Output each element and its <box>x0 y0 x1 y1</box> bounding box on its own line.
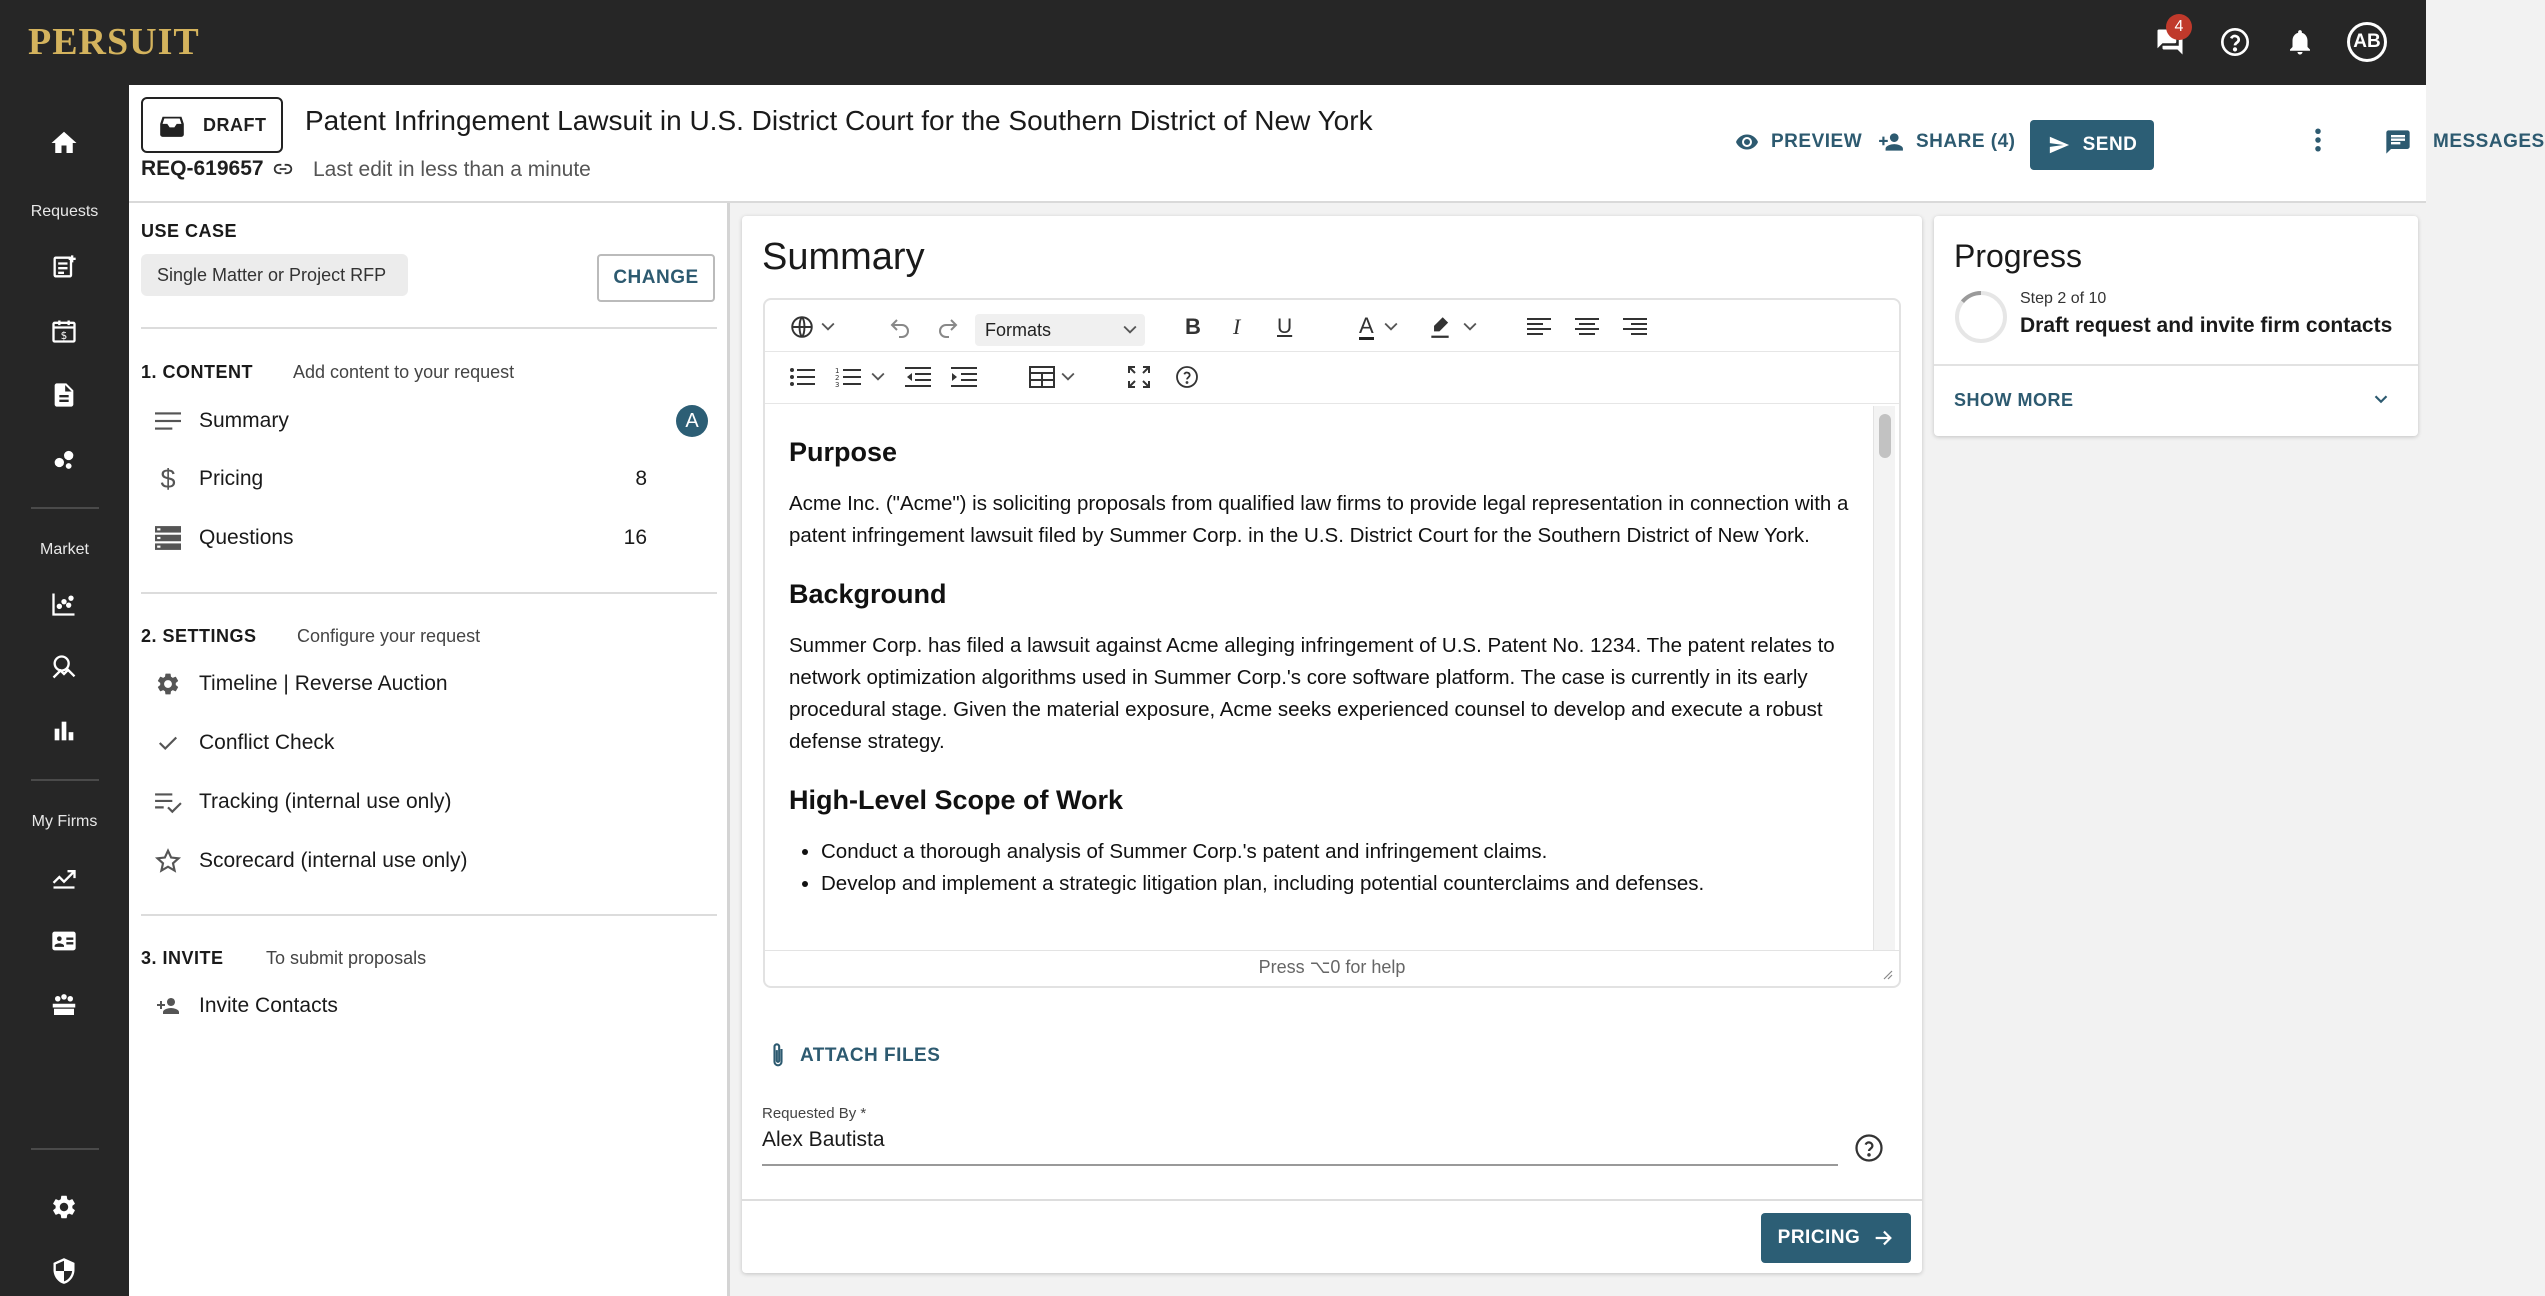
settings-item-tracking[interactable] <box>153 782 713 822</box>
star-icon <box>153 848 183 874</box>
settings-item-label: Tracking (internal use only) <box>199 790 452 813</box>
requested-by-label: Requested By * <box>762 1105 867 1122</box>
use-case-heading: USE CASE <box>141 221 238 241</box>
indent-icon[interactable] <box>951 362 977 392</box>
requested-by-help-icon[interactable] <box>1854 1133 1884 1168</box>
send-label: SEND <box>2082 134 2138 155</box>
progress-step-title: Draft request and invite firm contacts <box>2020 314 2393 337</box>
add-person-icon <box>1876 129 1906 155</box>
divider <box>141 327 717 329</box>
divider <box>141 592 717 594</box>
storage-icon <box>153 526 183 550</box>
settings-item-timeline[interactable] <box>153 664 713 704</box>
next-pricing-label: PRICING <box>1777 1227 1861 1248</box>
settings-gear-icon[interactable] <box>42 1185 86 1229</box>
align-left-icon[interactable] <box>1527 312 1551 342</box>
notification-count-badge: 4 <box>2166 14 2192 40</box>
content-item-summary[interactable] <box>153 401 713 441</box>
show-more-button[interactable]: SHOW MORE <box>1954 390 2074 410</box>
editor-status-bar <box>765 950 1899 986</box>
left-navigation <box>0 85 129 1296</box>
highlight-icon[interactable] <box>1427 312 1477 342</box>
resize-handle-icon[interactable] <box>1881 968 1893 980</box>
align-center-icon[interactable] <box>1575 312 1599 342</box>
settings-item-scorecard[interactable] <box>153 841 713 881</box>
table-icon[interactable] <box>1029 362 1075 392</box>
progress-card <box>1934 216 2418 436</box>
chevron-down-icon[interactable] <box>2370 388 2392 410</box>
more-options-icon[interactable] <box>2313 125 2333 155</box>
redo-icon[interactable] <box>935 312 961 342</box>
preview-button[interactable] <box>1733 127 1862 157</box>
invite-item-label: Invite Contacts <box>199 994 338 1017</box>
invite-item-contacts[interactable] <box>153 986 713 1026</box>
lines-icon <box>153 411 183 431</box>
new-request-icon[interactable] <box>42 245 86 289</box>
nav-market-label: Market <box>40 541 89 558</box>
editor-help-icon[interactable] <box>1175 362 1199 392</box>
performance-icon[interactable] <box>42 855 86 899</box>
change-button[interactable]: CHANGE <box>597 254 715 302</box>
message-icon <box>2383 128 2413 156</box>
home-icon[interactable] <box>42 121 86 165</box>
eye-icon <box>1733 130 1761 154</box>
align-right-icon[interactable] <box>1623 312 1647 342</box>
settings-item-label: Scorecard (internal use only) <box>199 849 468 872</box>
invite-subheading: To submit proposals <box>266 948 427 968</box>
content-item-label: Questions <box>199 526 294 549</box>
editor-content-area[interactable] <box>765 406 1875 950</box>
settings-item-conflict-check[interactable] <box>153 723 713 763</box>
top-bar <box>0 0 2426 85</box>
divider <box>141 914 717 916</box>
svg-text:1: 1 <box>835 367 840 375</box>
nav-requests-label: Requests <box>30 203 99 220</box>
editor-scrollbar[interactable] <box>1873 406 1895 950</box>
text-color-icon[interactable]: A <box>1359 312 1398 342</box>
scope-heading: High-Level Scope of Work <box>789 785 1124 815</box>
divider <box>1934 364 2418 366</box>
summary-title: Summary <box>762 236 925 278</box>
assignee-badge: A <box>676 405 708 437</box>
chevron-down-icon <box>1123 325 1137 335</box>
share-label: SHARE (4) <box>1916 131 2016 152</box>
request-header <box>129 85 2545 203</box>
requested-by-field[interactable]: Alex Bautista <box>762 1128 1838 1166</box>
formats-dropdown[interactable] <box>975 314 1145 346</box>
contact-card-icon[interactable] <box>42 919 86 963</box>
content-item-count: 8 <box>635 467 647 490</box>
document-icon[interactable] <box>42 373 86 417</box>
check-icon <box>153 732 183 754</box>
content-heading: 1. CONTENT <box>141 362 254 382</box>
divider <box>742 1199 1922 1201</box>
content-item-label: Summary <box>199 409 289 432</box>
progress-title: Progress <box>1954 238 2083 274</box>
inbox-icon <box>157 112 187 138</box>
link-icon[interactable] <box>270 159 296 184</box>
persuit-logo[interactable]: PERSUIT <box>28 21 200 63</box>
attach-files-button[interactable] <box>770 1042 940 1070</box>
messages-button[interactable] <box>2383 127 2545 157</box>
send-button[interactable] <box>2030 120 2154 170</box>
list-item: • Conduct a thorough analysis of Summer Corp.'s patent and infringement claims. <box>821 836 1851 868</box>
scatter-chart-icon[interactable] <box>42 582 86 626</box>
dollar-icon: $ <box>160 463 176 494</box>
analysis-icon[interactable] <box>42 645 86 689</box>
language-globe-icon[interactable] <box>789 312 835 342</box>
calendar-dollar-icon[interactable] <box>42 309 86 353</box>
bubbles-icon[interactable] <box>42 437 86 481</box>
add-person-icon <box>153 994 183 1018</box>
draft-label: DRAFT <box>203 114 267 135</box>
numbered-list-icon[interactable] <box>835 362 885 392</box>
scrollbar-thumb[interactable] <box>1879 414 1891 458</box>
progress-ring-icon <box>1954 290 2008 344</box>
purpose-heading: Purpose <box>789 437 898 467</box>
progress-step: Step 2 of 10 <box>2020 290 2107 307</box>
invite-heading: 3. INVITE <box>141 948 224 968</box>
paperclip-icon <box>770 1042 786 1070</box>
attach-files-label: ATTACH FILES <box>800 1045 941 1066</box>
fullscreen-icon[interactable] <box>1127 362 1151 392</box>
bullet-list-icon[interactable] <box>789 362 815 392</box>
last-edit-text: Last edit in less than a minute <box>313 158 591 181</box>
content-item-pricing[interactable] <box>153 459 713 499</box>
nav-divider <box>31 1148 99 1150</box>
content-item-label: Pricing <box>199 467 264 490</box>
draft-status-chip <box>141 97 283 153</box>
bell-icon[interactable] <box>2280 22 2320 62</box>
content-subheading: Add content to your request <box>293 362 515 382</box>
svg-text:3: 3 <box>835 381 840 389</box>
background-paragraph: Summer Corp. has filed a lawsuit against Acme alleging infringement of U.S. Patent No. 1234. The patent relates to network optimization algorithms used in Summer Corp.'s core software platform. The case is currently in its early procedural stage. Given the material exposure, Acme seeks experienced counsel to develop and execute a robust defense strategy. <box>789 634 1835 753</box>
checklist-icon <box>153 791 183 813</box>
use-case-chip: Single Matter or Project RFP <box>141 254 408 296</box>
share-button[interactable] <box>1876 127 2016 157</box>
nav-divider <box>31 779 99 781</box>
preview-label: PREVIEW <box>1771 131 1863 152</box>
formats-label: Formats <box>985 319 1052 340</box>
svg-text:$: $ <box>60 330 68 343</box>
underline-icon[interactable]: U <box>1277 315 1293 338</box>
undo-icon[interactable] <box>887 312 913 342</box>
next-pricing-button[interactable] <box>1761 1213 1911 1263</box>
request-title[interactable]: Patent Infringement Lawsuit in U.S. District Court for the Southern District of New York <box>305 105 1373 136</box>
bar-chart-icon[interactable] <box>42 709 86 753</box>
rich-text-editor <box>763 298 1901 988</box>
nav-divider <box>31 507 99 509</box>
help-icon[interactable] <box>2215 22 2255 62</box>
editor-toolbar-row-2 <box>765 352 1899 404</box>
editor-toolbar-row-1 <box>765 300 1899 352</box>
outdent-icon[interactable] <box>905 362 931 392</box>
settings-subheading: Configure your request <box>297 626 481 646</box>
request-id: REQ-619657 <box>141 157 264 180</box>
content-item-questions[interactable] <box>153 518 713 558</box>
settings-heading: 2. SETTINGS <box>141 626 257 646</box>
bold-icon[interactable]: B <box>1185 314 1201 339</box>
send-icon <box>2047 134 2071 156</box>
italic-icon[interactable]: I <box>1233 314 1241 339</box>
purpose-paragraph: Acme Inc. ("Acme") is soliciting proposals from qualified law firms to provide legal representation in connection with a patent infringement lawsuit filed by Summer Corp. in the U.S. District Court for the Southern District of New York. <box>789 492 1849 547</box>
background-heading: Background <box>789 579 947 609</box>
arrow-right-icon <box>1872 1227 1894 1249</box>
help-hint: Press ⌥0 for help <box>1258 957 1406 977</box>
summary-card <box>742 216 1922 1273</box>
request-outline-panel <box>129 203 730 1296</box>
settings-item-label: Conflict Check <box>199 731 335 754</box>
firms-group-icon[interactable] <box>42 983 86 1027</box>
svg-text:2: 2 <box>835 374 840 382</box>
shield-icon[interactable] <box>42 1249 86 1293</box>
list-item: • Develop and implement a strategic litigation plan, including potential counterclaims and defenses. <box>821 868 1851 900</box>
settings-item-label: Timeline | Reverse Auction <box>199 672 448 695</box>
nav-firms-label: My Firms <box>31 813 98 830</box>
scope-list <box>821 836 1851 900</box>
content-item-count: 16 <box>623 526 647 549</box>
messages-label: MESSAGES <box>2433 131 2545 152</box>
user-avatar[interactable]: AB <box>2347 22 2387 62</box>
gear-icon <box>153 671 183 697</box>
